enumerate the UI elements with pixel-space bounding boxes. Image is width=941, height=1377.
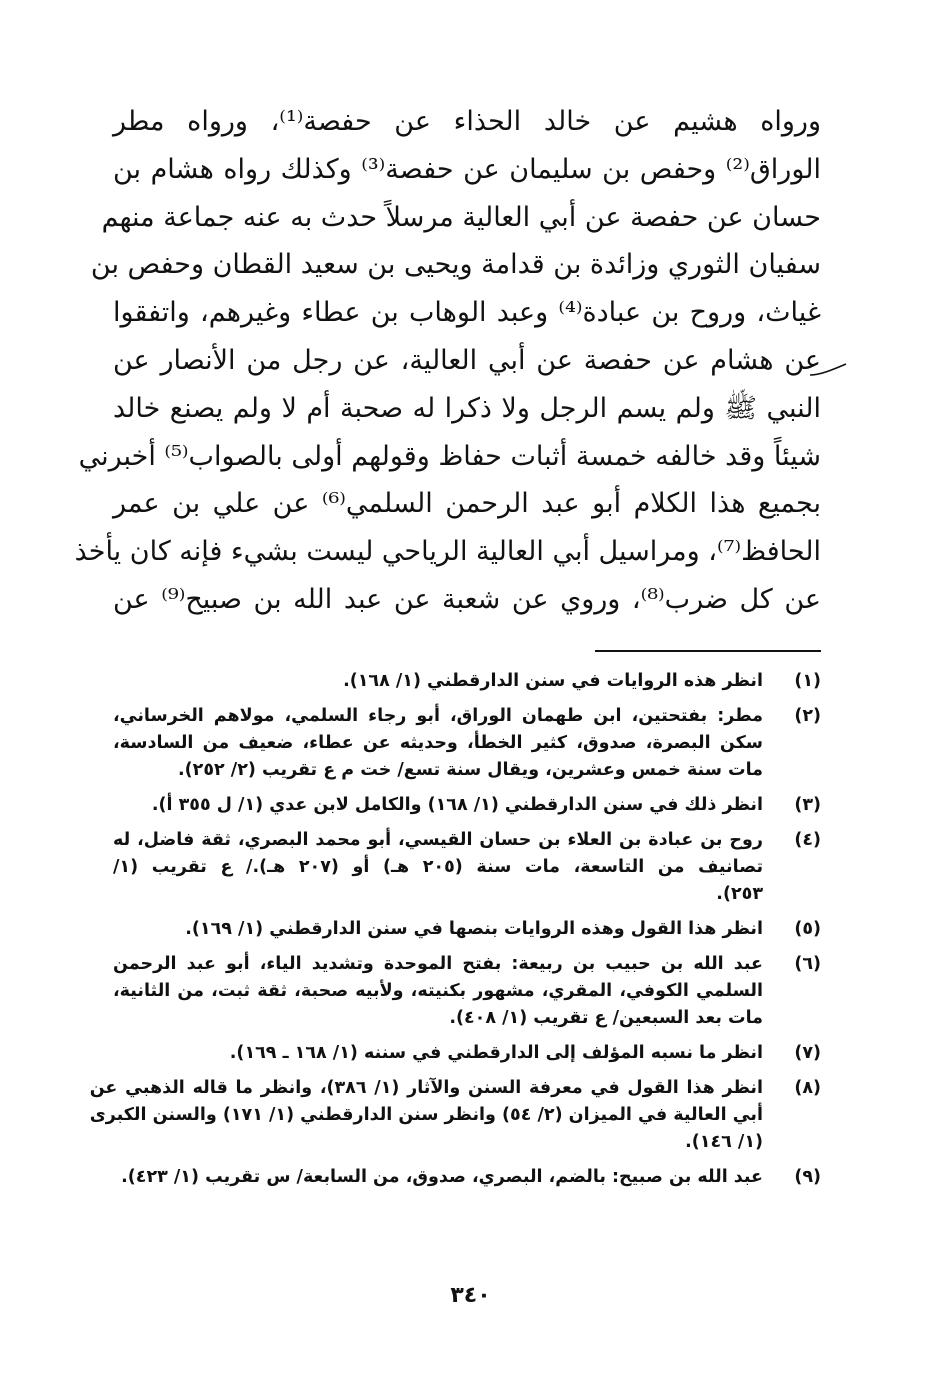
footnote-2 (113, 703, 821, 784)
main-text-line: بجميع هذا الكلام أبو عبد الرحمن السلمي⁽⁶⁾ عن علي بن عمر (113, 488, 821, 520)
main-text-line: الحافظ⁽⁷⁾، ومراسيل أبي العالية الرياحي ليست بشيء فإنه كان يأخذ (74, 536, 821, 568)
footnote-text (90, 1075, 763, 1156)
footnote-5 (113, 916, 821, 943)
footnote-6 (113, 951, 821, 1032)
footnote-line: ٢٥٣). (716, 884, 763, 904)
footnote-line: روح بن عبادة بن العلاء بن حسان القيسي، أبو محمد البصري، ثقة فاضل، له (113, 830, 763, 850)
footnote-7 (113, 1040, 821, 1067)
footnote-line: عبد الله بن صبيح: بالضم، البصري، صدوق، من السابعة/ س تقريب (١/ ٤٢٣). (121, 1167, 763, 1187)
footnote-text (113, 1040, 763, 1067)
footnote-number: (٢) (794, 706, 821, 726)
footnote-text (113, 1164, 763, 1191)
footnote-line: أبي العالية في الميزان (٢/ ٥٤) وانظر سنن الدارقطني (١/ ١٧١) والسنن الكبرى (89, 1105, 763, 1125)
footnote-number: (٩) (794, 1167, 821, 1187)
footnote-9 (113, 1164, 821, 1191)
main-text-line: سفيان الثوري وزائدة بن قدامة ويحيى بن سعيد القطان وحفص بن (90, 249, 821, 281)
footnote-3 (113, 792, 821, 819)
footnote-text (113, 703, 763, 784)
footnote-8 (89, 1075, 821, 1156)
main-text-line: الوراق⁽²⁾ وحفص بن سليمان عن حفصة⁽³⁾ وكذلك رواه هشام بن (113, 153, 821, 185)
footnote-number: (١) (794, 671, 821, 691)
footnote-line: انظر ما نسبه المؤلف إلى الدارقطني في سننه (١/ ١٦٨ ـ ١٦٩). (229, 1043, 763, 1063)
footnote-text (113, 951, 763, 1032)
footnote-text (113, 668, 763, 695)
margin-mark-icon (808, 362, 848, 378)
footnote-line: مطر: بفتحتين، ابن طهمان الوراق، أبو رجاء السلمي، مولاهم الخرساني، (113, 706, 763, 726)
footnote-line: انظر هذا القول وهذه الروايات بنصها في سنن الدارقطني (١/ ١٦٩). (185, 919, 763, 939)
footnote-line: السلمي الكوفي، المقري، مشهور بكنيته، ولأبيه صحبة، ثقة ثبت، من الثانية، (113, 981, 763, 1001)
footnote-line: سكن البصرة، صدوق، كثير الخطأ، وحديثه عن عطاء، ضعيف من السادسة، (113, 733, 763, 753)
footnote-1 (113, 668, 821, 695)
footnote-number: (٤) (794, 830, 821, 850)
footnote-number: (٣) (794, 795, 821, 815)
main-text-line: النبي ﷺ ولم يسم الرجل ولا ذكرا له صحبة أم لا ولم يصنع خالد (113, 392, 821, 424)
main-text-line: شيئاً وقد خالفه خمسة أثبات حفاظ وقولهم أولى بالصواب⁽⁵⁾ أخبرني (78, 440, 821, 472)
main-text-line: ورواه هشيم عن خالد الحذاء عن حفصة⁽¹⁾، ورواه مطر (113, 106, 821, 137)
footnote-text (113, 916, 763, 943)
main-text-line: عن كل ضرب⁽⁸⁾، وروي عن شعبة عن عبد الله بن صبيح⁽⁹⁾ عن (113, 583, 821, 615)
footnote-line: انظر ذلك في سنن الدارقطني (١/ ١٦٨) والكامل لابن عدي (١/ ل ٣٥٥ أ). (151, 795, 763, 815)
footnote-line: انظر هذه الروايات في سنن الدارقطني (١/ ١٦٨). (343, 671, 763, 691)
footnote-line: مات سنة خمس وعشرين، ويقال سنة تسع/ خت م ع تقريب (٢/ ٢٥٢). (178, 760, 763, 780)
footnote-text (113, 827, 763, 908)
main-text-body (74, 98, 821, 624)
footnote-4 (113, 827, 821, 908)
footnote-line: (١/ ١٤٦). (685, 1132, 763, 1152)
main-text-line: عن هشام عن حفصة عن أبي العالية، عن رجل من الأنصار عن (113, 344, 821, 376)
footnote-number: (٦) (794, 954, 821, 974)
footnote-number: (٨) (794, 1078, 821, 1098)
footnote-text (113, 792, 763, 819)
footnote-separator (595, 650, 821, 652)
main-text-line: غياث، وروح بن عبادة⁽⁴⁾ وعبد الوهاب بن عطاء وغيرهم، واتفقوا (113, 297, 821, 329)
footnote-line: انظر هذا القول في معرفة السنن والآثار (١/ ٣٨٦)، وانظر ما قاله الذهبي عن (89, 1078, 763, 1098)
footnote-line: تصانيف من التاسعة، مات سنة (٢٠٥ هـ) أو (٢٠٧ هـ)./ ع تقريب (١/ (113, 857, 764, 877)
footnote-number: (٥) (794, 919, 821, 939)
footnotes-section (89, 668, 821, 1199)
main-text-line: حسان عن حفصة عن أبي العالية مرسلاً حدث به عنه جماعة منهم (101, 201, 821, 233)
footnote-line: عبد الله بن حبيب بن ربيعة: بفتح الموحدة وتشديد الياء، أبو عبد الرحمن (113, 954, 763, 974)
footnote-line: مات بعد السبعين/ ع تقريب (١/ ٤٠٨). (449, 1008, 763, 1028)
footnote-number: (٧) (794, 1043, 821, 1063)
page-number: ٣٤٠ (450, 1283, 491, 1308)
